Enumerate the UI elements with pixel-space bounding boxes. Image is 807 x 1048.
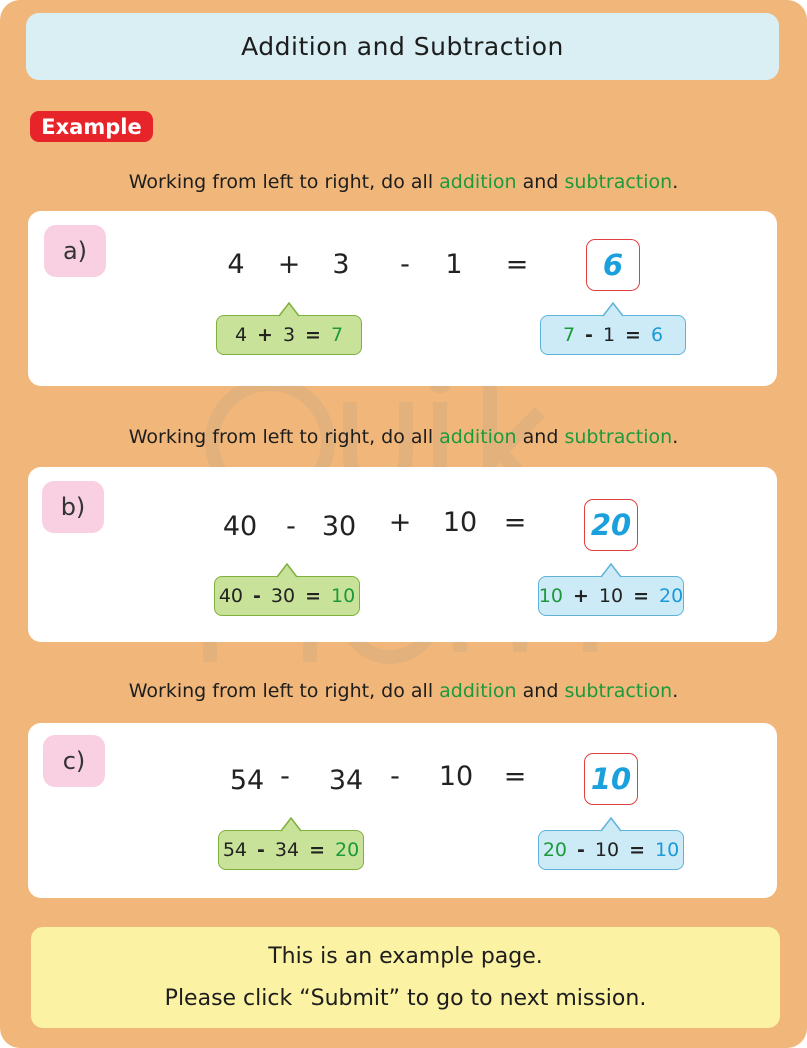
instruction-text: and [522, 680, 559, 702]
operand: 10 [442, 507, 478, 538]
instruction-text: and [522, 171, 559, 193]
operator: - [280, 761, 290, 792]
step2-bubble [538, 830, 684, 870]
instruction-punct: . [672, 680, 679, 702]
instruction-keyword-subtraction: subtraction [564, 680, 673, 702]
step-operand: 1 [602, 324, 616, 346]
step-equals: = [305, 585, 321, 607]
instruction-keyword-addition: addition [439, 426, 517, 448]
bubble-pointer-icon [281, 817, 301, 832]
problem-tag: c) [43, 735, 105, 787]
step-operand: 10 [594, 839, 620, 861]
answer-box: 20 [584, 499, 638, 551]
problem-tag: b) [42, 481, 104, 533]
operand: 34 [328, 765, 364, 796]
operator: - [400, 249, 410, 280]
step-operand: 20 [542, 839, 567, 861]
step-result: 10 [655, 839, 680, 861]
operand: 40 [222, 511, 258, 542]
step2-bubble [538, 576, 684, 616]
bubble-pointer-icon [601, 563, 621, 578]
bubble-pointer-icon [279, 302, 299, 317]
step2-bubble [540, 315, 686, 355]
step-operand: 3 [282, 324, 296, 346]
step-operator: + [257, 324, 273, 346]
note-line-2: Please click “Submit” to go to next mission. [164, 986, 647, 1011]
step-equals: = [309, 839, 325, 861]
step-operand: 30 [270, 585, 296, 607]
step-operator: - [585, 324, 593, 346]
step-operand: 54 [222, 839, 247, 861]
step-operand: 10 [598, 585, 624, 607]
answer-box: 10 [584, 753, 638, 805]
equals-sign: = [505, 249, 529, 280]
step-equals: = [633, 585, 650, 607]
operand: 3 [332, 249, 350, 280]
instruction-punct: . [672, 426, 679, 448]
step-result: 20 [335, 839, 360, 861]
note-line-1: This is an example page. [268, 944, 543, 969]
instruction-keyword-subtraction: subtraction [564, 426, 673, 448]
instruction-keyword-subtraction: subtraction [564, 171, 673, 193]
bubble-pointer-icon [603, 302, 623, 317]
step-operator: - [253, 585, 261, 607]
answer-box: 6 [586, 239, 640, 291]
step-result: 6 [650, 324, 664, 346]
instruction-b [26, 426, 781, 448]
step-equals: = [629, 839, 645, 861]
page-title: Addition and Subtraction [26, 13, 779, 80]
bubble-pointer-icon [601, 817, 621, 832]
step-result: 7 [330, 324, 344, 346]
step-result: 10 [331, 585, 356, 607]
step-operand: 40 [218, 585, 243, 607]
step1-bubble [218, 830, 364, 870]
operator: - [286, 511, 296, 542]
operator: + [277, 249, 301, 280]
instruction-keyword-addition: addition [439, 171, 517, 193]
step-operator: + [572, 585, 589, 607]
equals-sign: = [503, 507, 527, 538]
operand: 1 [445, 249, 463, 280]
step-operand: 10 [538, 585, 563, 607]
operator: - [390, 761, 400, 792]
example-badge: Example [30, 111, 153, 142]
instruction-text: Working from left to right, do all [128, 171, 434, 193]
example-note-box [31, 927, 780, 1028]
step-operator: - [257, 839, 265, 861]
step-operand: 34 [274, 839, 300, 861]
instruction-keyword-addition: addition [439, 680, 517, 702]
problem-tag: a) [44, 225, 106, 277]
operator: + [388, 507, 412, 538]
operand: 10 [438, 761, 474, 792]
step-operand: 7 [562, 324, 576, 346]
step-equals: = [625, 324, 641, 346]
step1-bubble [216, 315, 362, 355]
operand: 30 [321, 511, 357, 542]
bubble-pointer-icon [277, 563, 297, 578]
instruction-punct: . [672, 171, 679, 193]
step-operator: - [577, 839, 585, 861]
operand: 54 [229, 765, 265, 796]
instruction-a [26, 171, 781, 193]
step-operand: 4 [234, 324, 248, 346]
instruction-text: Working from left to right, do all [128, 426, 434, 448]
operand: 4 [227, 249, 245, 280]
problem-card-c [28, 723, 777, 898]
instruction-text: and [522, 426, 559, 448]
problem-card-a [28, 211, 777, 386]
instruction-c [26, 680, 781, 702]
step-result: 20 [659, 585, 684, 607]
step-equals: = [305, 324, 321, 346]
problem-card-b [28, 467, 777, 642]
instruction-text: Working from left to right, do all [128, 680, 434, 702]
step1-bubble [214, 576, 360, 616]
equals-sign: = [503, 761, 527, 792]
